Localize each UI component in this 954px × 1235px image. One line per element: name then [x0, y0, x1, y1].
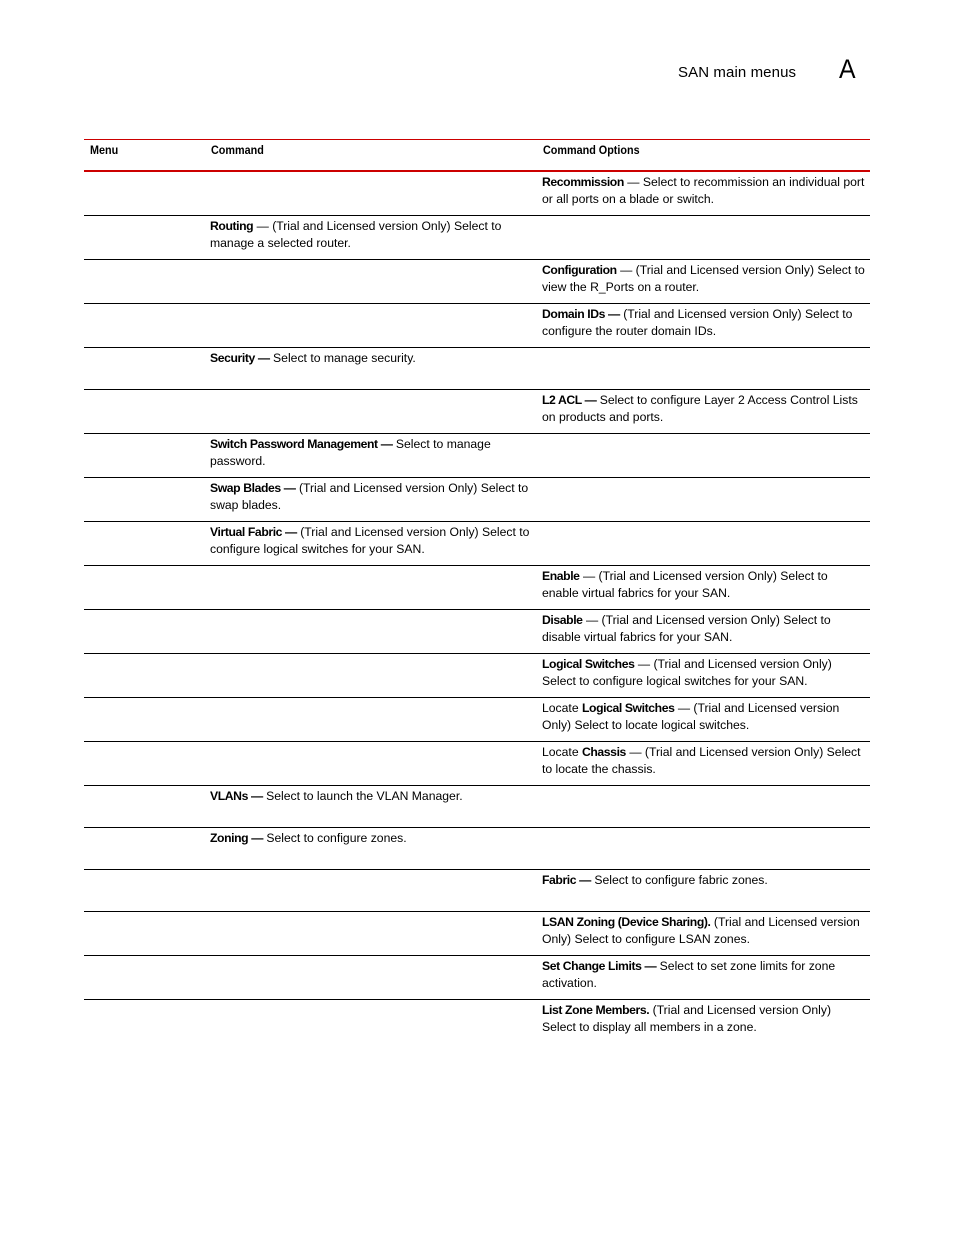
command-cell	[205, 786, 537, 828]
option-description: — (Trial and Licensed version Only) Select to enable virtual fabrics for your SAN.	[542, 569, 828, 600]
menu-cell	[84, 348, 205, 390]
menu-cell	[84, 654, 205, 698]
command-cell	[205, 566, 537, 610]
command-option-cell	[537, 698, 870, 742]
command-description: Select to manage password.	[210, 437, 491, 468]
menu-cell	[84, 1000, 205, 1044]
option-description: — Select to recommission an individual port or all ports on a blade or switch.	[542, 175, 865, 206]
column-header-command-options	[537, 140, 870, 172]
menu-cell	[84, 870, 205, 912]
menu-cell	[84, 478, 205, 522]
option-term: Chassis	[581, 745, 626, 759]
command-option-cell	[537, 610, 870, 654]
option-term: Logical Switches	[581, 701, 675, 715]
command-cell	[205, 912, 537, 956]
command-option-cell	[537, 742, 870, 786]
menu-cell	[84, 522, 205, 566]
option-description: (Trial and Licensed version Only) Select to configure LSAN zones.	[542, 915, 860, 946]
command-cell	[205, 390, 537, 434]
option-term: Disable	[542, 613, 583, 627]
command-option-cell	[537, 434, 870, 478]
option-prefix: Locate	[542, 745, 582, 759]
table-row	[84, 786, 870, 828]
menu-cell	[84, 742, 205, 786]
menu-command-table	[84, 139, 870, 1043]
column-header-label: Menu	[90, 143, 119, 157]
command-cell	[205, 216, 537, 260]
table-row	[84, 912, 870, 956]
command-description: Select to manage security.	[269, 351, 416, 365]
header-row	[84, 140, 870, 172]
command-cell	[205, 610, 537, 654]
option-description: — (Trial and Licensed version Only) Select to disable virtual fabrics for your SAN.	[542, 613, 831, 644]
table-row	[84, 390, 870, 434]
column-header-label: Command Options	[543, 143, 640, 157]
option-description: — (Trial and Licensed version Only) Select to locate the chassis.	[542, 745, 861, 776]
table-row	[84, 216, 870, 260]
table-row	[84, 478, 870, 522]
menu-cell	[84, 786, 205, 828]
option-term: Configuration	[542, 263, 617, 277]
option-description: — (Trial and Licensed version Only) Select to configure logical switches for your SAN.	[542, 657, 832, 688]
appendix-letter: A	[839, 54, 856, 84]
command-cell	[205, 522, 537, 566]
section-title: SAN main menus	[678, 64, 797, 81]
command-option-cell	[537, 522, 870, 566]
command-cell	[205, 828, 537, 870]
command-term: VLANs —	[210, 789, 263, 803]
option-term: Set Change Limits —	[542, 959, 657, 973]
command-option-cell	[537, 566, 870, 610]
column-header-menu	[84, 140, 205, 172]
menu-cell	[84, 912, 205, 956]
command-option-cell	[537, 304, 870, 348]
option-term: Enable	[542, 569, 580, 583]
table-row	[84, 870, 870, 912]
command-option-cell	[537, 870, 870, 912]
option-description: (Trial and Licensed version Only) Select to configure the router domain IDs.	[542, 307, 853, 338]
option-description: Select to set zone limits for zone activation.	[542, 959, 836, 990]
command-cell	[205, 434, 537, 478]
command-description: Select to launch the VLAN Manager.	[262, 789, 463, 803]
command-cell	[205, 478, 537, 522]
command-term: Swap Blades —	[210, 481, 296, 495]
option-term: L2 ACL —	[542, 393, 597, 407]
command-description: (Trial and Licensed version Only) Select to configure logical switches for your SAN.	[210, 525, 530, 556]
command-cell	[205, 1000, 537, 1044]
table-row	[84, 956, 870, 1000]
command-option-cell	[537, 1000, 870, 1044]
command-option-cell	[537, 912, 870, 956]
menu-cell	[84, 216, 205, 260]
option-description: — (Trial and Licensed version Only) Select to view the R_Ports on a router.	[542, 263, 865, 294]
table-row	[84, 654, 870, 698]
command-cell	[205, 870, 537, 912]
command-cell	[205, 304, 537, 348]
table-row	[84, 742, 870, 786]
menu-cell	[84, 390, 205, 434]
option-description: — (Trial and Licensed version Only) Select to locate logical switches.	[542, 701, 840, 732]
option-description: Select to configure fabric zones.	[590, 873, 768, 887]
column-header-label: Command	[211, 143, 264, 157]
table-row	[84, 522, 870, 566]
option-term: LSAN Zoning (Device Sharing).	[542, 915, 711, 929]
command-term: Switch Password Management —	[210, 437, 393, 451]
command-description: — (Trial and Licensed version Only) Select to manage a selected router.	[210, 219, 502, 250]
table-row	[84, 566, 870, 610]
command-cell	[205, 956, 537, 1000]
table-row	[84, 698, 870, 742]
command-option-cell	[537, 786, 870, 828]
menu-cell	[84, 171, 205, 216]
option-description: (Trial and Licensed version Only) Select to display all members in a zone.	[542, 1003, 832, 1034]
menu-cell	[84, 610, 205, 654]
option-term: List Zone Members.	[542, 1003, 650, 1017]
table-row	[84, 304, 870, 348]
table-row	[84, 348, 870, 390]
command-cell	[205, 260, 537, 304]
command-cell	[205, 171, 537, 216]
option-term: Recommission	[542, 175, 624, 189]
command-cell	[205, 348, 537, 390]
command-term: Virtual Fabric —	[210, 525, 297, 539]
command-term: Security —	[210, 351, 270, 365]
menu-cell	[84, 304, 205, 348]
menu-cell	[84, 260, 205, 304]
option-prefix: Locate	[542, 701, 582, 715]
option-description: Select to configure Layer 2 Access Control Lists on products and ports.	[542, 393, 858, 424]
column-header-command	[205, 140, 537, 172]
command-option-cell	[537, 828, 870, 870]
option-term: Fabric —	[542, 873, 591, 887]
option-term: Domain IDs —	[542, 307, 620, 321]
command-cell	[205, 698, 537, 742]
menu-cell	[84, 698, 205, 742]
table-header	[84, 140, 870, 172]
command-cell	[205, 654, 537, 698]
table-row	[84, 610, 870, 654]
command-cell	[205, 742, 537, 786]
table-row	[84, 171, 870, 216]
command-option-cell	[537, 654, 870, 698]
command-description: (Trial and Licensed version Only) Select to swap blades.	[210, 481, 529, 512]
menu-cell	[84, 956, 205, 1000]
menu-cell	[84, 566, 205, 610]
command-option-cell	[537, 216, 870, 260]
command-term: Zoning —	[210, 831, 263, 845]
option-term: Logical Switches	[542, 657, 635, 671]
command-option-cell	[537, 348, 870, 390]
table-row	[84, 434, 870, 478]
command-description: Select to configure zones.	[262, 831, 407, 845]
command-option-cell	[537, 390, 870, 434]
table-row	[84, 828, 870, 870]
menu-cell	[84, 434, 205, 478]
command-option-cell	[537, 478, 870, 522]
table-row	[84, 260, 870, 304]
command-term: Routing	[210, 219, 254, 233]
command-option-cell	[537, 956, 870, 1000]
menu-cell	[84, 828, 205, 870]
command-option-cell	[537, 171, 870, 216]
table-row	[84, 1000, 870, 1044]
command-option-cell	[537, 260, 870, 304]
table-body	[84, 171, 870, 1043]
